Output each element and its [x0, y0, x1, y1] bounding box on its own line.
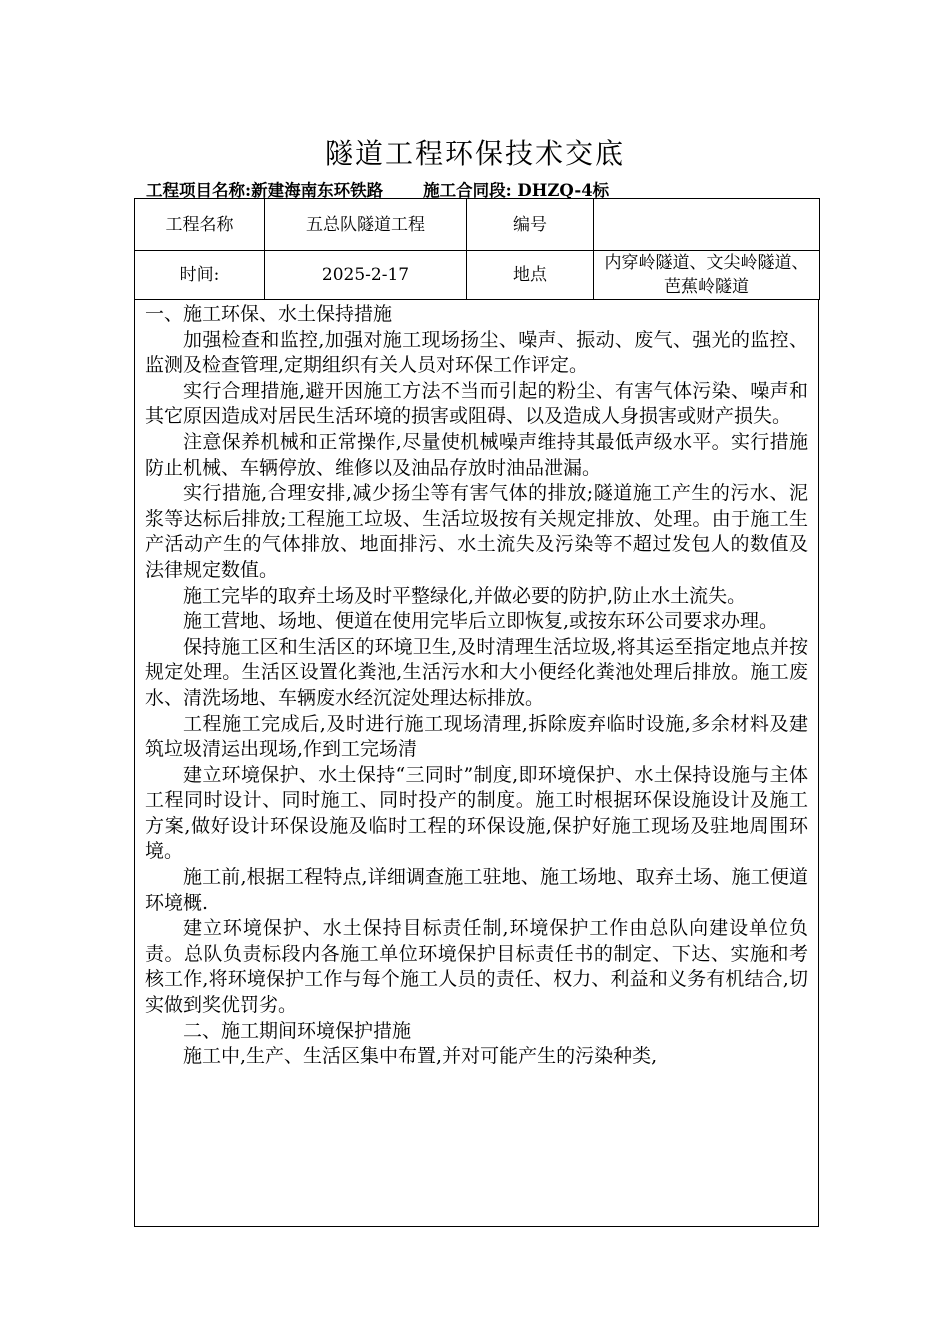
document-title: 隧道工程环保技术交底: [324, 137, 625, 170]
info-row-time: [135, 251, 820, 300]
paragraph: 建立环境保护、水土保持“三同时”制度,即环境保护、水土保持设施与主体工程同时设计、同时施工、同时投产的制度。施工时根据环保设施设计及施工方案,做好设计环保设施及临时工程的环保设施,保护好施工现场及驻地周围环境。: [145, 763, 808, 863]
info-row-project: [135, 199, 820, 251]
time-value-cell: 2025-2-17: [265, 251, 467, 300]
paragraph: 注意保养机械和正常操作,尽量使机械噪声维持其最低声级水平。实行措施防止机械、车辆停放、维修以及油品存放时油品泄漏。: [145, 430, 808, 479]
location-value-cell: 内穿岭隧道、文尖岭隧道、芭蕉岭隧道: [594, 251, 820, 300]
paragraph: 保持施工区和生活区的环境卫生,及时清理生活垃圾,将其运至指定地点并按规定处理。生活区设置化粪池,生活污水和大小便经化粪池处理后排放。施工废水、清洗场地、车辆废水经沉淀处理达标排放。: [145, 635, 808, 709]
paragraph: 实行措施,合理安排,减少扬尘等有害气体的排放;隧道施工产生的污水、泥浆等达标后排放;工程施工垃圾、生活垃圾按有关规定排放、处理。由于施工生产活动产生的气体排放、地面排污、水土流失及污染等不超过发包人的数值及法律规定数值。: [145, 482, 808, 581]
paragraph: 建立环境保护、水土保持目标责任制,环境保护工作由总队向建设单位负责。总队负责标段内各施工单位环境保护目标责任书的制定、下达、实施和考核工作,将环境保护工作与每个施工人员的责任、权力、利益和义务有机结合,切实做到奖优罚劣。: [145, 917, 808, 1017]
paragraph: 工程施工完成后,及时进行施工现场清理,拆除废弃临时设施,多余材料及建筑垃圾清运出现场,作到工完场清: [145, 712, 808, 761]
paragraph: 施工完毕的取弃土场及时平整绿化,并做必要的防护,防止水土流失。: [183, 584, 747, 607]
section-heading-1: 一、施工环保、水土保持措施: [145, 303, 393, 325]
contract-section-label: 施工合同段: DHZQ-4标: [423, 181, 610, 200]
project-name-label: 工程项目名称:新建海南东环铁路: [146, 181, 384, 200]
number-label-cell: 编号: [467, 199, 594, 251]
content-box: [134, 299, 819, 1227]
project-name-value-cell: 五总队隧道工程: [265, 199, 467, 251]
location-label-cell: 地点: [467, 251, 594, 300]
paragraph: 施工营地、场地、便道在使用完毕后立即恢复,或按东环公司要求办理。: [183, 610, 779, 633]
paragraph: 实行合理措施,避开因施工方法不当而引起的粉尘、有害气体污染、噪声和其它原因造成对居民生活环境的损害或阻碍、以及造成人身损害或财产损失。: [145, 379, 808, 428]
number-value-cell: [594, 199, 820, 251]
section-heading-2: 二、施工期间环境保护措施: [183, 1019, 412, 1042]
paragraph: 加强检查和监控,加强对施工现场扬尘、噪声、振动、废气、强光的监控、监测及检查管理,定期组织有关人员对环保工作评定。: [145, 328, 808, 377]
content-text: [135, 299, 818, 1070]
info-table: [134, 198, 820, 300]
paragraph: 施工中,生产、生活区集中布置,并对可能产生的污染种类,: [183, 1045, 658, 1068]
paragraph: 施工前,根据工程特点,详细调查施工驻地、施工场地、取弃土场、施工便道环境概.: [145, 866, 808, 914]
time-label-cell: 时间:: [135, 251, 265, 300]
project-name-label-cell: 工程名称: [135, 199, 265, 251]
